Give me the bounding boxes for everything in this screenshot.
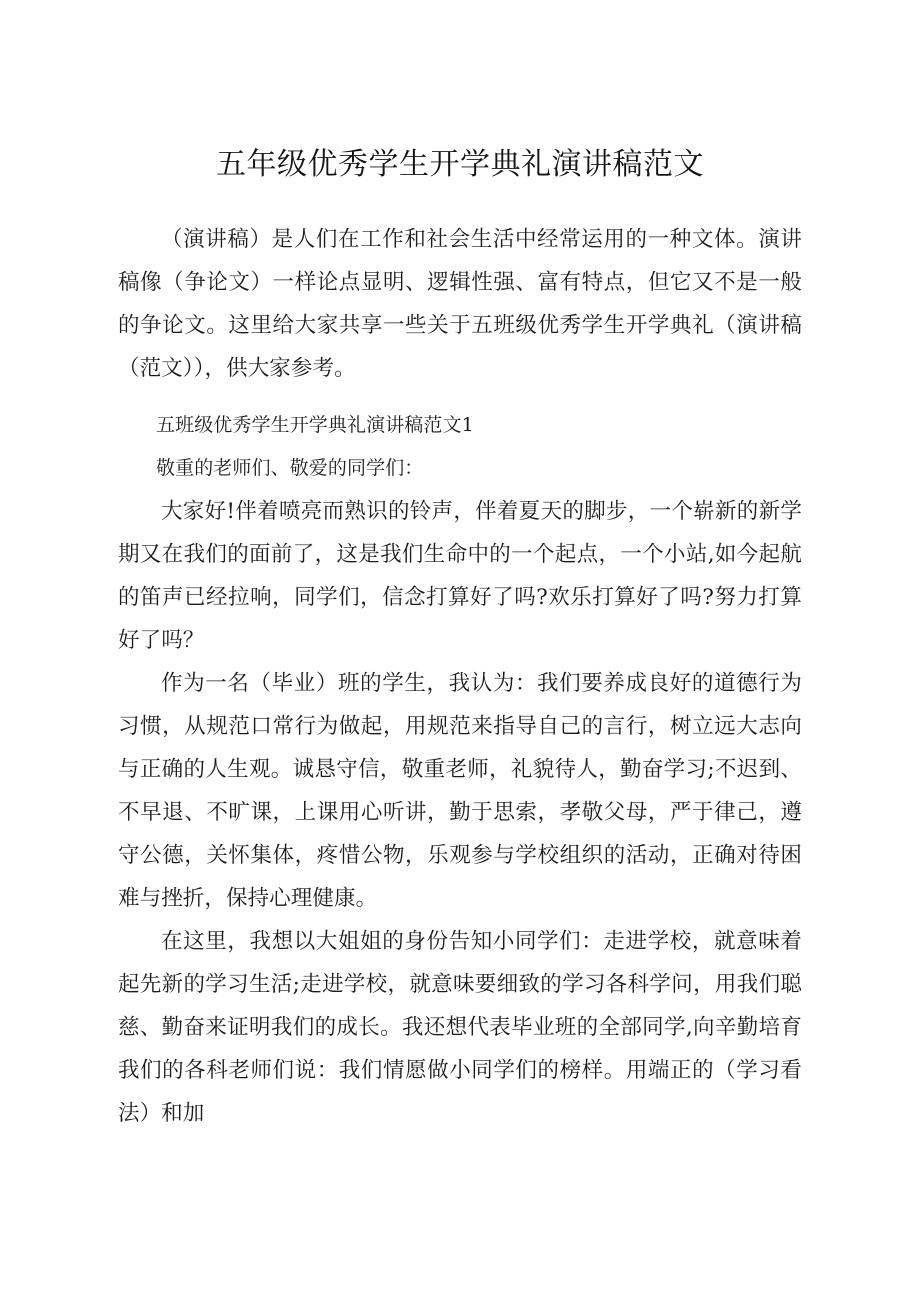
body-paragraph-2: 作为一名（毕业）班的学生，我认为：我们要养成良好的道德行为习惯，从规范口常行为做起，用规范来指导自己的言行，树立远大志向与正确的人生观。诚恳守信，敬重老师，礼貌待人，勤奋学习;不迟到、不早退、不旷课，上课用心听讲，勤于思索，孝敬父母，严于律己，遵守公德，关怀集体，疼惜公物，乐观参与学校组织的活动，正确对待困难与挫折，保持心理健康。 [118, 670, 802, 911]
body-paragraph-3: 在这里，我想以大姐姐的身份告知小同学们：走进学校，就意味着起先新的学习生活;走进学校，就意味要细致的学习各科学问，用我们聪慈、勤奋来证明我们的成长。我还想代表毕业班的全部同学,向辛勤培育我们的各科老师们说：我们情愿做小同学们的榜样。用端正的（学习看法）和加 [118, 928, 802, 1126]
page-title: 五年级优秀学生开学典礼演讲稿范文 [216, 147, 704, 182]
salutation-line: 敬重的老师们、敬爱的同学们： [156, 456, 424, 479]
document-body [118, 218, 802, 1135]
document-content [118, 0, 802, 1135]
intro-paragraph: （演讲稿）是人们在工作和社会生活中经常运用的一种文体。演讲稿像（争论文）一样论点显明、逻辑性强、富有特点，但它又不是一般的争论文。这里给大家共享一些关于五班级优秀学生开学典礼（演讲稿（范文）），供大家参考。 [118, 226, 802, 381]
body-paragraph-1: 大家好!伴着喷亮而熟识的铃声，伴着夏天的脚步，一个崭新的新学期又在我们的面前了，这是我们生命中的一个起点，一个小站,如今起航的笛声已经拉响，同学们，信念打算好了吗?欢乐打算好了吗?努力打算好了吗？ [118, 498, 802, 653]
section-heading: 五班级优秀学生开学典礼演讲稿范文1 [156, 413, 474, 436]
